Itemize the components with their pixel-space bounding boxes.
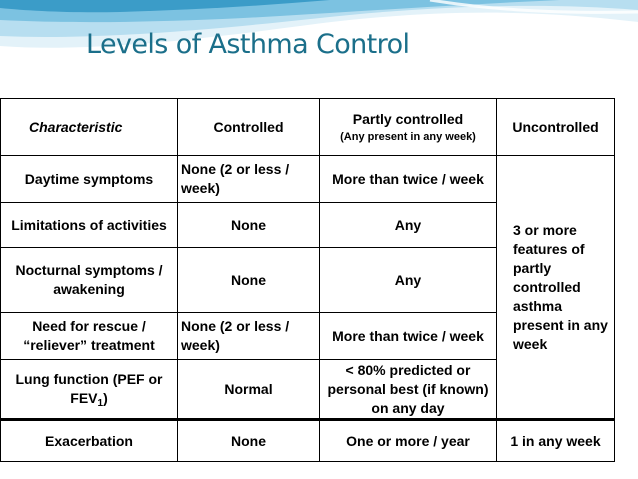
header-partly-controlled-note: (Any present in any week) (340, 131, 476, 143)
uncontrolled-features-cell: 3 or more features of partly controlled asthma present in any week (497, 156, 615, 420)
header-partly-controlled-label: Partly controlled (352, 111, 464, 127)
row-limitations-partly: Any (320, 203, 497, 248)
row-lung-function-controlled: Normal (178, 360, 320, 420)
row-rescue-controlled: None (2 or less / week) (178, 313, 320, 360)
table-header-row (1, 99, 615, 156)
row-exacerbation-controlled: None (178, 420, 320, 462)
lung-function-close: ) (103, 390, 108, 406)
row-limitations-controlled: None (178, 203, 320, 248)
fev-subscript: 1 (97, 398, 104, 409)
table-row (1, 156, 615, 203)
lung-function-label: Lung function (PEF or FEV (15, 371, 163, 406)
header-controlled: Controlled (178, 99, 320, 156)
row-limitations-characteristic: Limitations of activities (1, 203, 178, 248)
row-exacerbation-uncontrolled: 1 in any week (497, 420, 615, 462)
asthma-control-table (0, 98, 615, 462)
row-rescue-characteristic: Need for rescue / “reliever” treatment (1, 313, 178, 360)
row-nocturnal-partly: Any (320, 248, 497, 313)
slide-title: Levels of Asthma Control (86, 29, 410, 60)
row-rescue-partly: More than twice / week (320, 313, 497, 360)
row-exacerbation-partly: One or more / year (320, 420, 497, 462)
row-daytime-characteristic: Daytime symptoms (1, 156, 178, 203)
row-exacerbation-characteristic: Exacerbation (1, 420, 178, 462)
header-characteristic: Characteristic (1, 99, 178, 156)
row-lung-function-characteristic (1, 360, 178, 420)
table-row (1, 420, 615, 462)
header-partly-controlled (320, 99, 497, 156)
row-daytime-controlled: None (2 or less / week) (178, 156, 320, 203)
row-nocturnal-controlled: None (178, 248, 320, 313)
row-daytime-partly: More than twice / week (320, 156, 497, 203)
row-lung-function-partly: < 80% predicted or personal best (if known) on any day (320, 360, 497, 420)
header-uncontrolled: Uncontrolled (497, 99, 615, 156)
row-nocturnal-characteristic: Nocturnal symptoms / awakening (1, 248, 178, 313)
